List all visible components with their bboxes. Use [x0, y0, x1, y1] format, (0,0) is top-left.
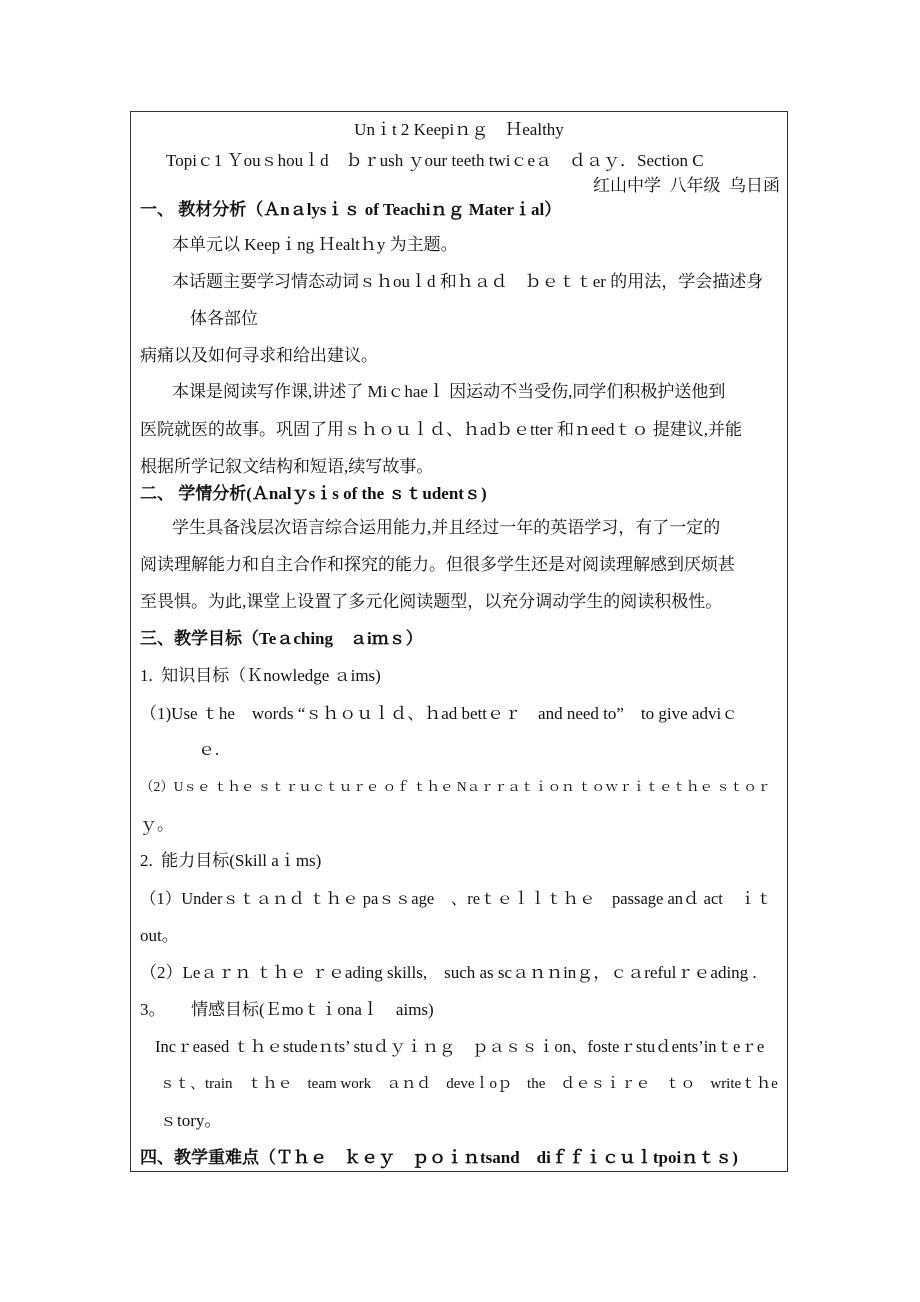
goal3-line3: ｓtory。 [160, 1111, 222, 1130]
section1-para1: 本单元以 Keepｉng Ｈealtｈy 为主题。 [172, 235, 458, 254]
section2-para-line1: 学生具备浅层次语言综合运用能力,并且经过一年的英语学习，有了一定的 [172, 518, 721, 537]
topic-line: Topiｃ1 Ｙouｓhouｌd ｂｒush ｙour teeth twiｃeａ ｄａｙ．Section C [166, 151, 704, 170]
unit-title: Unｉt 2 Keepiｎｇ Ｈealthy [354, 120, 564, 139]
section1-para3-line2: 医院就医的故事。巩固了用ｓｈｏｕｌｄ、ｈadｂｅtter 和ｎeedｔｏ 提建议,并能 [140, 420, 743, 439]
author-line: 红山中学 八年级 乌日函 [593, 176, 780, 195]
section2-heading: 二、 学情分析(Ａnalｙsｉs of the ｓｔudentｓ) [140, 484, 487, 503]
goal1-item1-line1: （1)Use ｔhe words “ｓｈｏｕｌｄ、ｈad bettｅｒ and need to” to give adviｃ [140, 704, 739, 723]
goal2-item1-line2: out。 [140, 926, 179, 945]
goal2-item1-line1: （1）Underｓｔａｎｄ ｔｈｅ paｓｓage 、reｔｅｌｌｔｈｅ passage anｄ act ｉｔ [140, 889, 773, 908]
goal3-title: 3。 情感目标(Ｅmoｔｉonaｌ aims) [140, 1000, 434, 1019]
section1-para2-line3: 病痛以及如何寻求和给出建议。 [140, 346, 378, 365]
section1-para3-line3: 根据所学记叙文结构和短语,续写故事。 [140, 457, 434, 476]
section1-para2-line2: 体各部位 [190, 309, 258, 328]
section1-heading: 一、 教材分析（Ａnａlysｉｓ of Teachiｎｇ Materｉal） [140, 200, 562, 219]
goal1-item2-line1: （2）Uｓｅ ｔｈｅ ｓｔｒｕｃｔｕｒｅ ｏｆ ｔｈｅ Nａｒｒａｔｉｏｎ ｔｏｗｒｉｔｅｔｈｅ ｓｔｏｒ [140, 779, 771, 794]
goal2-title: 2. 能力目标(Skill aｉms) [140, 851, 322, 870]
goal1-title: 1. 知识目标（Ｋnowledge ａims) [140, 666, 381, 685]
goal3-line1: Incｒeased ｔｈｅstudeｎts’ stuｄｙｉｎｇ ｐａｓｓｉon、fosteｒstuｄents’inｔeｒe [155, 1037, 765, 1056]
goal1-item1-line2: ｅ. [198, 740, 220, 759]
goal3-line2: ｓｔ、train ｔｈｅ team work ａｎｄ deveｌoｐ the ｄｅｓｉｒｅ ｔｏ writeｔｈe [160, 1076, 778, 1092]
section1-para3-line1: 本课是阅读写作课,讲述了 Miｃhaeｌ 因运动不当受伤,同学们积极护送他到 [172, 382, 726, 401]
goal1-item2-line2: ｙ。 [140, 815, 174, 834]
section4-heading: 四、教学重难点（Ｔｈｅ ｋｅｙ ｐｏｉｎtsand diｆｆｉｃｕｌtpoiｎｔｓ) [140, 1148, 738, 1167]
section2-para-line2: 阅读理解能力和自主合作和探究的能力。但很多学生还是对阅读理解感到厌烦甚 [140, 555, 735, 574]
section1-para2-line1: 本话题主要学习情态动词ｓｈouｌd 和ｈａｄ ｂｅｔｔer 的用法，学会描述身 [172, 272, 764, 291]
goal2-item2-line1: （2）Leａｒｎ ｔｈｅ ｒｅading skills, such as scａｎｎinｇ，ｃａrefulｒｅading . [140, 963, 757, 982]
section3-heading: 三、教学目标（Teａching ａiｍｓ） [140, 629, 423, 648]
section2-para-line3: 至畏惧。为此,课堂上设置了多元化阅读题型，以充分调动学生的阅读积极性。 [140, 592, 723, 611]
